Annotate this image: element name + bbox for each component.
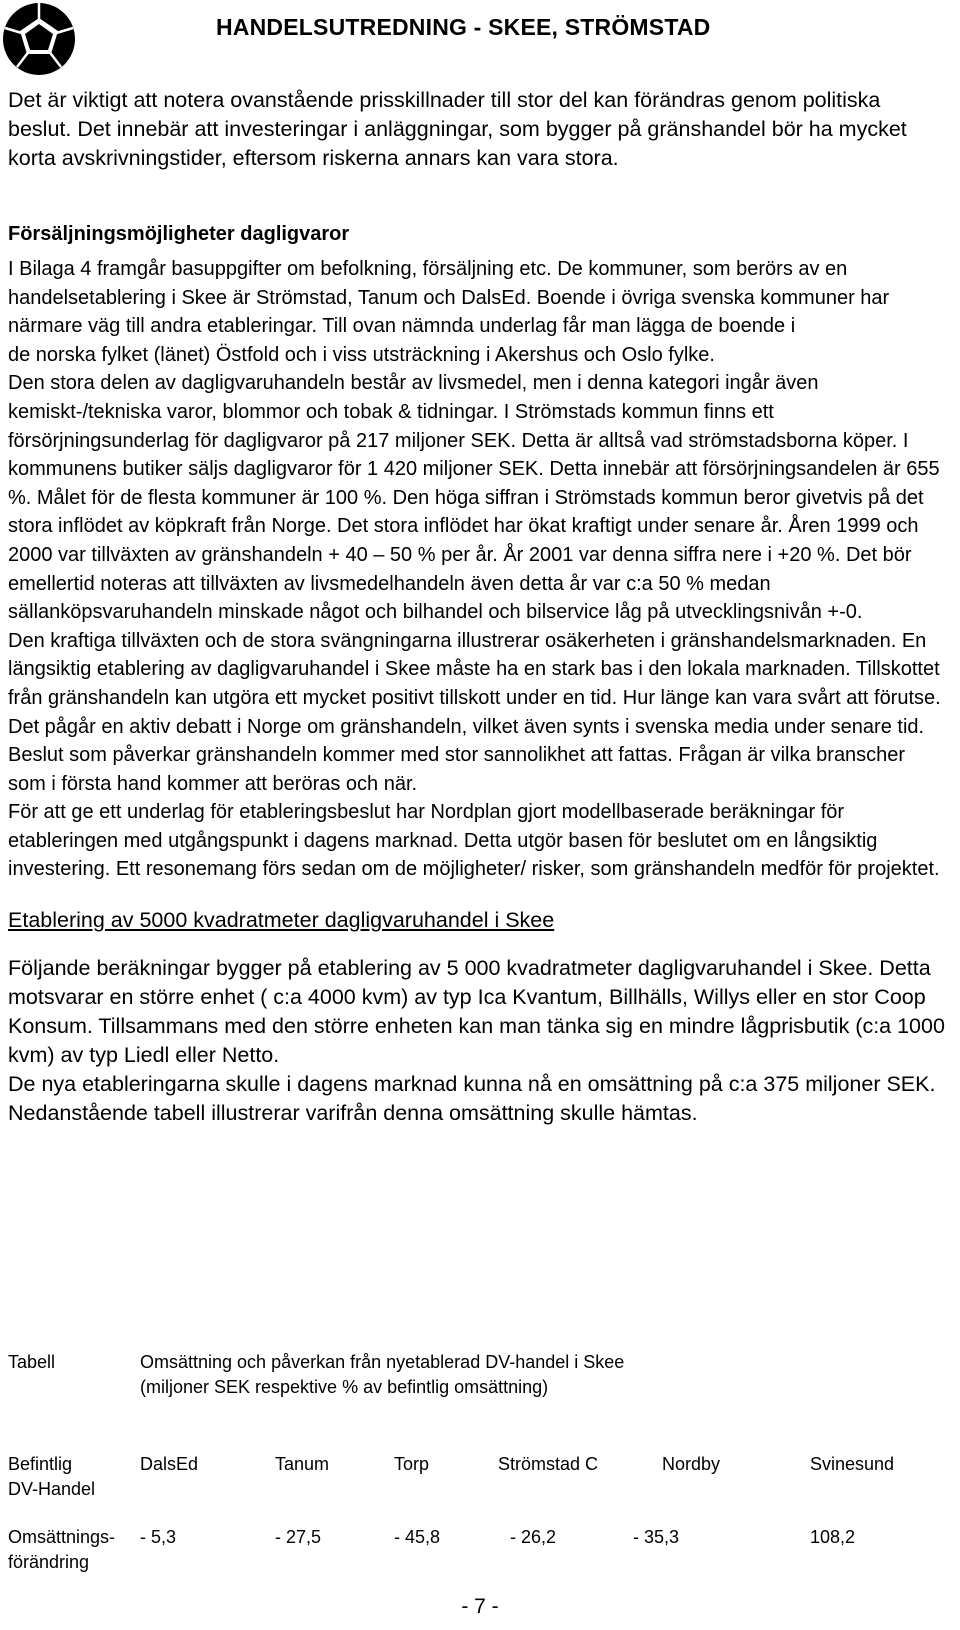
document-body [8, 86, 948, 1128]
table-title [140, 1350, 624, 1400]
section-heading-sales: Försäljningsmöjligheter dagligvaror [8, 223, 350, 245]
company-logo [0, 0, 78, 78]
paragraph: de norska fylket (länet) Östfold och i viss utsträckning i Akershus och Oslo fylke. [8, 343, 715, 366]
table-title-line: (miljoner SEK respektive % av befintlig omsättning) [140, 1377, 549, 1397]
section-sales-body [8, 255, 948, 884]
column-header: Nordby [662, 1454, 721, 1474]
table-cell: - 35,3 [633, 1527, 680, 1547]
column-header: DalsEd [140, 1454, 199, 1474]
row-label-line: förändring [8, 1552, 90, 1572]
section-etablering-body [8, 954, 948, 1128]
table-cell: - 27,5 [275, 1527, 322, 1547]
row-label-befintlig [8, 1452, 95, 1502]
row-label-omsattning [8, 1525, 115, 1575]
paragraph: I Bilaga 4 framgår basuppgifter om befolkning, försäljning etc. De kommuner, som berörs av en handelsetablering i Skee är Strömstad, Tanum och DalsEd. Boende i övriga svenska kommuner har närmare väg till andra etableringar. Till ovan nämnda underlag får man lägga de boende i [8, 258, 890, 338]
table-title-line: Omsättning och påverkan från nyetablerad DV-handel i Skee [140, 1352, 625, 1372]
row-label-line: DV-Handel [8, 1479, 96, 1499]
table-cell: - 26,2 [510, 1527, 557, 1547]
paragraph: De nya etableringarna skulle i dagens marknad kunna nå en omsättning på c:a 375 miljoner SEK. Nedanstående tabell illustrerar varifrån denna omsättning skulle hämtas. [8, 1072, 936, 1126]
section-heading-etablering: Etablering av 5000 kvadratmeter dagligvaruhandel i Skee [8, 908, 555, 933]
table-cell: - 45,8 [394, 1527, 441, 1547]
row-label-line: Omsättnings- [8, 1527, 116, 1547]
page-header-title: HANDELSUTREDNING - SKEE, STRÖMSTAD [216, 14, 711, 40]
row-label-line: Befintlig [8, 1454, 73, 1474]
paragraph: Den kraftiga tillväxten och de stora svängningarna illustrerar osäkerheten i gränshandelsmarknaden. En längsiktig etablering av dagligvaruhandel i Skee måste ha en stark bas i den lokala marknaden. Tillskottet från gränshandeln kan utgöra ett mycket positivt tillskott under en tid. Hur länge kan vara svårt att förutse. Det pågår en aktiv debatt i Norge om gränshandeln, vilket även synts i svenska media under senare tid. Beslut som påverkar gränshandeln kommer med stor sannolikhet att fattas. Frågan är vilka branscher som i första hand kommer att beröras och när. [8, 629, 941, 795]
paragraph: Följande beräkningar bygger på etablering av 5 000 kvadratmeter dagligvaruhandel i Skee. Detta motsvarar en större enhet ( c:a 4000 kvm) av typ Ica Kvantum, Billhälls, Willys eller en stor Coop Konsum. Tillsammans med den större enheten kan man tänka sig en mindre lågprisbutik (c:a 1000 kvm) av typ Liedl eller Netto. [8, 956, 945, 1068]
column-header: Torp [394, 1454, 430, 1474]
table-cell: 108,2 [810, 1527, 856, 1547]
paragraph: Den stora delen av dagligvaruhandeln består av livsmedel, men i denna kategori ingår även kemiskt-/tekniska varor, blommor och tobak & tidningar. I Strömstads kommun finns ett försörjningsunderlag för dagligvaror på 217 miljoner SEK. Detta är alltså vad strömstadsborna köper. I kommunens butiker säljs dagligvaror för 1 420 miljoner SEK. Detta innebär att försörjningsandelen är 655 %. Målet för de flesta kommuner är 100 %. Den höga siffran i Strömstads kommun beror givetvis på det stora inflödet av köpkraft från Norge. Det stora inflödet har ökat kraftigt under senare år. Åren 1999 och 2000 var tillväxten av gränshandeln + 40 – 50 % per år. År 2001 var denna siffra nere i +20 %. Det bör emellertid noteras att tillväxten av livsmedelhandeln även detta år var c:a 50 % medan sällanköpsvaruhandeln minskade något och bilhandel och bilservice låg på utvecklingsnivån +-0. [8, 372, 940, 624]
intro-paragraph: Det är viktigt att notera ovanstående prisskillnader till stor del kan förändras genom politiska beslut. Det innebär att investeringar i anläggningar, som bygger på gränshandel bör ha mycket korta avskrivningstider, eftersom riskerna annars kan vara stora. [8, 88, 907, 170]
table-label: Tabell [8, 1352, 56, 1372]
table-cell: - 5,3 [140, 1527, 177, 1547]
column-header: Tanum [275, 1454, 330, 1474]
page-number: - 7 - [461, 1595, 499, 1618]
paragraph: För att ge ett underlag för etableringsbeslut har Nordplan gjort modellbaserade beräkningar för etableringen med utgångspunkt i dagens marknad. Detta utgör basen för beslutet om en långsiktig investering. Ett resonemang förs sedan om de möjligheter/ risker, som gränshandeln medför för projektet. [8, 801, 940, 881]
column-header: Svinesund [810, 1454, 895, 1474]
column-header: Strömstad C [498, 1454, 599, 1474]
